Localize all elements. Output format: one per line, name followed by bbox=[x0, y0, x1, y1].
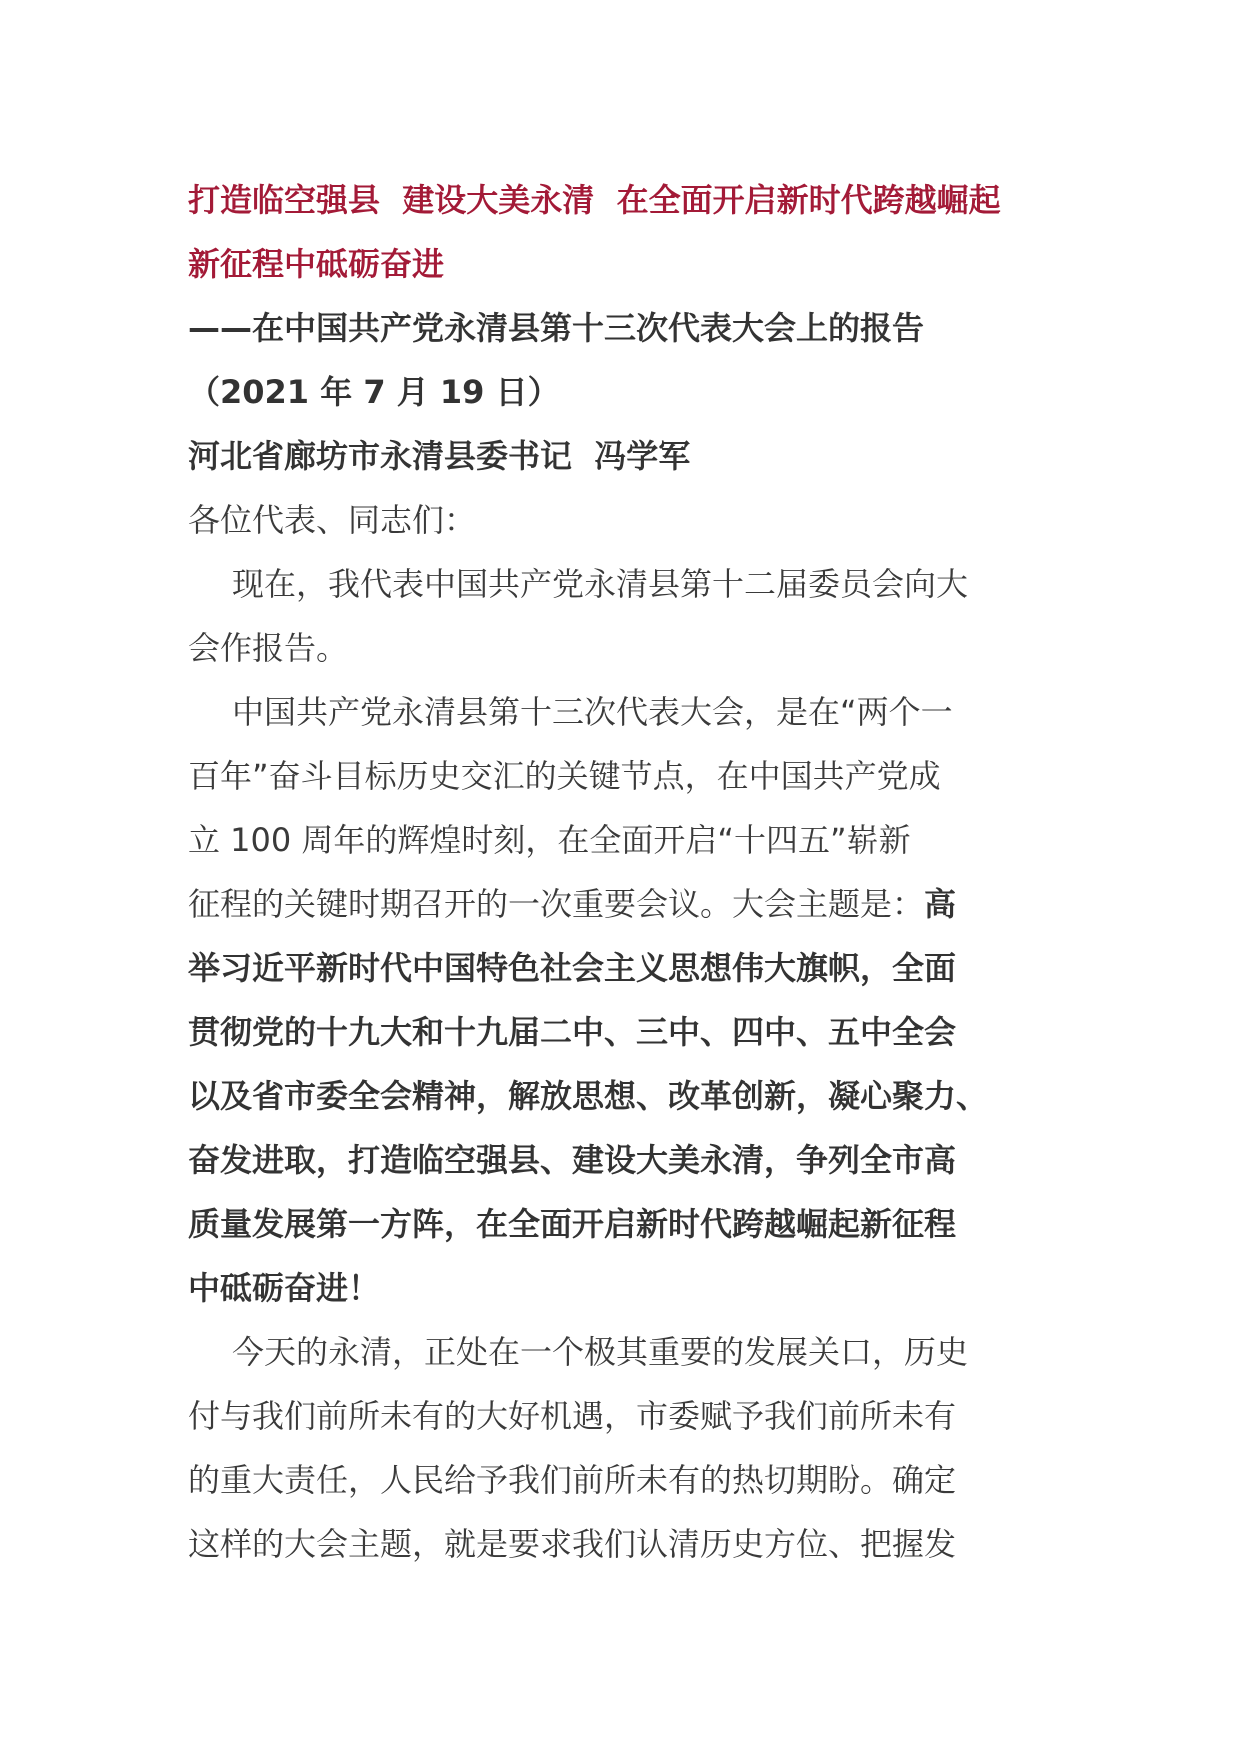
salutation: 各位代表、同志们： bbox=[188, 501, 477, 539]
paragraph-1 bbox=[188, 552, 1068, 680]
conference-theme-line: 举习近平新时代中国特色社会主义思想伟大旗帜，全面 bbox=[188, 949, 957, 987]
title-line-1: 打造临空强县 建设大美永清 在全面开启新时代跨越崛起 bbox=[188, 181, 1001, 219]
paragraph-3-line: 这样的大会主题，就是要求我们认清历史方位、把握发 bbox=[188, 1525, 957, 1563]
conference-theme-line: 质量发展第一方阵，在全面开启新时代跨越崛起新征程 bbox=[188, 1205, 957, 1243]
paragraph-2-line: 立 100 周年的辉煌时刻，在全面开启“十四五”崭新 bbox=[188, 821, 911, 859]
document-author: 河北省廊坊市永清县委书记 冯学军 bbox=[188, 437, 691, 475]
paragraph-2 bbox=[188, 680, 1068, 1320]
document-page bbox=[188, 168, 1068, 1576]
conference-theme-line: 中砥砺奋进！ bbox=[188, 1269, 381, 1307]
conference-theme-start: 高 bbox=[924, 885, 957, 923]
document-date: （2021 年 7 月 19 日） bbox=[188, 373, 560, 411]
paragraph-2-text: 征程的关键时期召开的一次重要会议。大会主题是： bbox=[188, 885, 925, 923]
paragraph-3-line: 的重大责任，人民给予我们前所未有的热切期盼。确定 bbox=[188, 1461, 957, 1499]
conference-theme-line: 贯彻党的十九大和十九届二中、三中、四中、五中全会 bbox=[188, 1013, 957, 1051]
paragraph-1-line: 现在，我代表中国共产党永清县第十二届委员会向大 bbox=[232, 565, 969, 603]
title-line-2: 新征程中砥砺奋进 bbox=[188, 245, 445, 283]
conference-theme-line: 以及省市委全会精神，解放思想、改革创新，凝心聚力、 bbox=[188, 1077, 989, 1115]
paragraph-2-line bbox=[188, 872, 1068, 936]
paragraph-3-line: 付与我们前所未有的大好机遇，市委赋予我们前所未有 bbox=[188, 1397, 957, 1435]
document-title bbox=[188, 168, 1068, 296]
document-subtitle: ——在中国共产党永清县第十三次代表大会上的报告 bbox=[188, 309, 925, 347]
paragraph-3 bbox=[188, 1320, 1068, 1576]
paragraph-2-line: 百年”奋斗目标历史交汇的关键节点，在中国共产党成 bbox=[188, 757, 941, 795]
paragraph-1-line: 会作报告。 bbox=[188, 629, 349, 667]
paragraph-3-line: 今天的永清，正处在一个极其重要的发展关口，历史 bbox=[232, 1333, 969, 1371]
paragraph-2-line: 中国共产党永清县第十三次代表大会，是在“两个一 bbox=[232, 693, 953, 731]
conference-theme-line: 奋发进取，打造临空强县、建设大美永清，争列全市高 bbox=[188, 1141, 957, 1179]
